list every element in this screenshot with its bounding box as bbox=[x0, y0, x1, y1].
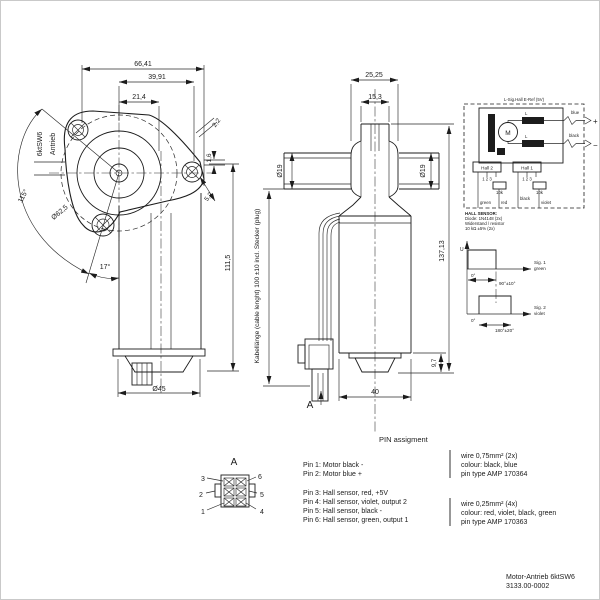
pin-number-2: 2 bbox=[199, 492, 203, 499]
dim-body-width-label: 40 bbox=[371, 389, 379, 396]
dim-boss-height-label: 9,7 bbox=[432, 358, 438, 368]
dim-head-width-label: 25,25 bbox=[365, 72, 383, 79]
wiring-header: L-Sig.Hall E-Ref (5V) bbox=[503, 97, 545, 102]
dim-key-1-6-label: 1,6 bbox=[206, 153, 213, 163]
signal-1-zero: 0° bbox=[471, 273, 476, 278]
hall-ic-2-label: Hall 2 bbox=[481, 165, 493, 171]
signal-1-width: 90°±10° bbox=[499, 281, 516, 286]
hall-wire-colour: colour: red, violet, black, green bbox=[461, 510, 557, 517]
signal-1-colour: green bbox=[534, 266, 546, 271]
motor-wire-colour: colour: black, blue bbox=[461, 462, 518, 469]
signal-2-width: 180°±20° bbox=[495, 328, 514, 333]
angle-17-label: 17° bbox=[99, 264, 111, 271]
inductor-2-label: L bbox=[525, 134, 528, 139]
front-view-labels bbox=[16, 61, 232, 393]
signal-1-name: Sig. 1 bbox=[534, 260, 546, 265]
pin-row-2: Pin 2: Motor blue + bbox=[303, 471, 362, 478]
pin-number-4: 4 bbox=[260, 509, 264, 516]
mounting-screw-top-left bbox=[68, 120, 88, 140]
inductor-2 bbox=[522, 140, 544, 147]
pin-row-6: Pin 6: Hall sensor, green, output 1 bbox=[303, 517, 409, 524]
voltage-axis-label: U bbox=[460, 247, 464, 253]
signal-1-pulse bbox=[468, 250, 496, 269]
dim-bolt-width-label: 39,91 bbox=[148, 74, 166, 81]
motor-wire-spec: wire 0,75mm² (2x) bbox=[461, 453, 518, 460]
hall-note-2: Widerstand / resistor bbox=[465, 221, 505, 226]
wire-label-green: green bbox=[480, 200, 491, 205]
pin-number-6: 6 bbox=[258, 474, 262, 481]
pin-number-1: 1 bbox=[201, 509, 205, 516]
connector-detail bbox=[199, 457, 264, 516]
front-view-drawing bbox=[18, 65, 239, 397]
dim-total-width-label: 66,41 bbox=[134, 61, 152, 68]
section-a-marker: A bbox=[306, 400, 314, 411]
dim-bolt-circle-label: Ø62,5 bbox=[50, 204, 70, 222]
motor-pin-type: pin type AMP 170364 bbox=[461, 471, 528, 478]
hall-2-pins: 1 2 3 bbox=[482, 176, 492, 182]
terminal-minus: − bbox=[593, 141, 598, 150]
mounting-screw-right bbox=[182, 162, 202, 182]
title-block bbox=[506, 574, 575, 590]
cable-wires bbox=[319, 213, 340, 341]
pin-row-4: Pin 4: Hall sensor, violet, output 2 bbox=[303, 499, 407, 506]
wire-label-red: red bbox=[501, 200, 508, 205]
connector-body bbox=[221, 475, 249, 507]
terminal-plus: + bbox=[593, 117, 598, 126]
motor-symbol-letter: M bbox=[505, 130, 511, 137]
pin-row-3: Pin 3: Hall sensor, red, +5V bbox=[303, 490, 389, 497]
cable-length-note: Kabellänge (cable lenght) 100 ±10 incl. Stecker (plug) bbox=[254, 208, 261, 364]
pin-assignment-title: PIN assigment bbox=[379, 435, 428, 444]
drawing-name: Motor-Antrieb 6ktSW6 bbox=[506, 574, 575, 581]
resistor-right bbox=[533, 182, 546, 189]
wire-label-black: black bbox=[520, 196, 531, 201]
inductor-1 bbox=[522, 117, 544, 124]
shaft-type-label: 6ktSW6 bbox=[37, 131, 44, 157]
dim-axis-offset-label: 21,4 bbox=[132, 94, 146, 101]
hall-wire-spec: wire 0,25mm² (4x) bbox=[461, 501, 518, 508]
pin-assignment bbox=[303, 435, 556, 526]
wiring-diagram bbox=[464, 97, 598, 231]
dim-side-height-label: 137,13 bbox=[439, 240, 446, 262]
hall-note-3: 10 kΩ ±5% (2x) bbox=[465, 226, 495, 231]
connector-detail-title: A bbox=[230, 457, 238, 468]
resistor-left bbox=[493, 182, 506, 189]
hall-note-title: HALL SENSOR: bbox=[465, 211, 498, 216]
dim-key-5-2-label: 5,2 bbox=[203, 191, 215, 203]
hall-signal-chart bbox=[460, 241, 546, 333]
hall-ic-1-label: Hall 1 bbox=[521, 165, 533, 171]
dim-shaft-dia-right-label: Ø19 bbox=[420, 164, 427, 178]
resistor-left-value: 10k bbox=[496, 190, 503, 195]
signal-2-zero: 0° bbox=[471, 318, 476, 323]
signal-2-colour: violet bbox=[534, 311, 545, 316]
side-view-labels bbox=[254, 72, 446, 411]
wire-label-violet: violet bbox=[541, 200, 552, 205]
angle-115-label: 115° bbox=[17, 188, 31, 205]
pin-number-5: 5 bbox=[260, 492, 264, 499]
dim-shaft-dia-left-label: Ø19 bbox=[277, 164, 284, 178]
signal-2-pulse bbox=[479, 296, 511, 314]
pin-row-1: Pin 1: Motor black - bbox=[303, 462, 364, 469]
cable-plug bbox=[298, 339, 333, 401]
resistor-right-value: 10k bbox=[536, 190, 543, 195]
side-view-drawing bbox=[263, 80, 454, 433]
dim-key-2-2-label: 2,2 bbox=[211, 117, 223, 129]
inductor-1-label: L bbox=[525, 111, 528, 116]
dim-height-label: 111,5 bbox=[225, 254, 232, 272]
minus-wire-colour: black bbox=[569, 133, 580, 138]
signal-2-name: Sig. 2 bbox=[534, 305, 546, 310]
pin-number-3: 3 bbox=[201, 476, 205, 483]
hall-1-pins: 1 2 3 bbox=[522, 176, 532, 182]
pin-row-5: Pin 5: Hall sensor, black - bbox=[303, 508, 382, 515]
emc-choke-block bbox=[488, 114, 495, 152]
connector-pins bbox=[224, 478, 246, 506]
hall-pin-type: pin type AMP 170363 bbox=[461, 519, 528, 526]
shaft-drive-label: Antrieb bbox=[50, 132, 57, 156]
drawing-number: 3133.00-0002 bbox=[506, 583, 550, 590]
hall-note-1: Diode: 1N4148 (2x) bbox=[465, 216, 503, 221]
motor-flange-front bbox=[113, 349, 205, 385]
plus-wire-colour: blue bbox=[571, 110, 580, 115]
dim-flange-dia-label: Ø45 bbox=[152, 386, 166, 393]
dim-neck-width-label: 15,3 bbox=[368, 94, 382, 101]
